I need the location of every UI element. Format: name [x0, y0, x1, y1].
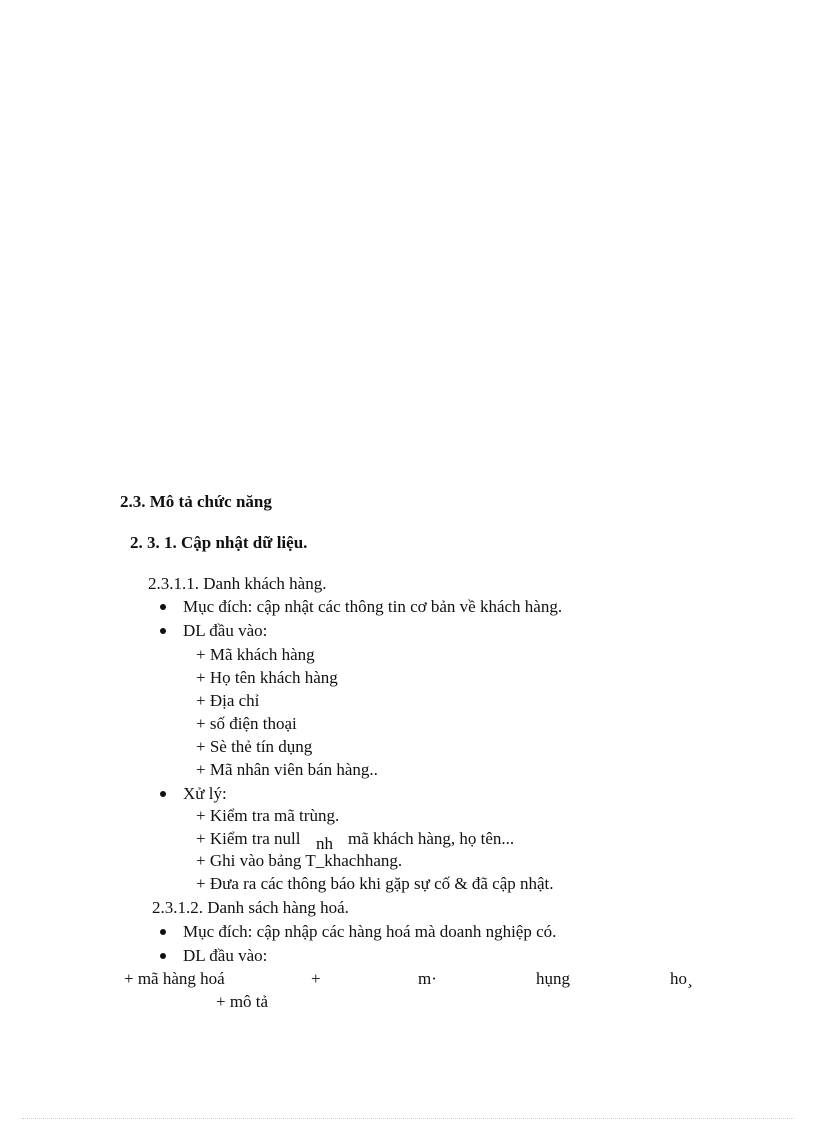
- product-row-fragment: ho¸: [670, 969, 693, 988]
- customer-process-subscript: nh: [316, 834, 333, 853]
- product-row-fragment: m·: [418, 969, 437, 988]
- section-heading: 2.3. Mô tả chức năng: [120, 492, 272, 511]
- customers-purpose: Mục đích: cập nhật các thông tin cơ bản về khách hàng.: [183, 597, 563, 616]
- customer-process-item: + Ghi vào bảng T_khachhang.: [196, 851, 403, 870]
- product-row-fragment: hụng: [536, 969, 570, 988]
- customer-process-item-rest: mã khách hàng, họ tên...: [348, 829, 515, 848]
- customers-process-label: Xử lý:: [183, 784, 227, 803]
- bullet-icon: [160, 953, 166, 959]
- product-row-fragment: + mã hàng hoá: [124, 969, 225, 988]
- customer-input-item: + Mã nhân viên bán hàng..: [196, 760, 378, 779]
- bullet-icon: [160, 604, 166, 610]
- customer-process-item: + Đưa ra các thông báo khi gặp sự cố & đã cập nhật.: [196, 874, 554, 893]
- customer-input-item: + Họ tên khách hàng: [196, 668, 338, 687]
- products-purpose: Mục đích: cập nhập các hàng hoá mà doanh nghiệp có.: [183, 922, 557, 941]
- page-bottom-divider: [22, 1118, 794, 1119]
- customer-process-item: + Kiểm tra null: [196, 829, 301, 848]
- customer-process-item: + Kiểm tra mã trùng.: [196, 806, 340, 825]
- customer-input-item: + số điện thoại: [196, 714, 297, 733]
- bullet-icon: [160, 929, 166, 935]
- subsection-heading: 2. 3. 1. Cập nhật dữ liệu.: [130, 533, 308, 552]
- product-input-item: + mô tả: [216, 992, 269, 1011]
- bullet-icon: [160, 791, 166, 797]
- customer-input-item: + Sè thẻ tín dụng: [196, 737, 313, 756]
- customers-input-label: DL đầu vào:: [183, 621, 268, 640]
- customers-title: 2.3.1.1. Danh khách hàng.: [148, 574, 327, 593]
- products-input-label: DL đầu vào:: [183, 946, 268, 965]
- products-title: 2.3.1.2. Danh sách hàng hoá.: [152, 898, 349, 917]
- customer-input-item: + Địa chỉ: [196, 691, 260, 710]
- bullet-icon: [160, 628, 166, 634]
- product-row-fragment: +: [311, 969, 321, 988]
- customer-input-item: + Mã khách hàng: [196, 645, 315, 664]
